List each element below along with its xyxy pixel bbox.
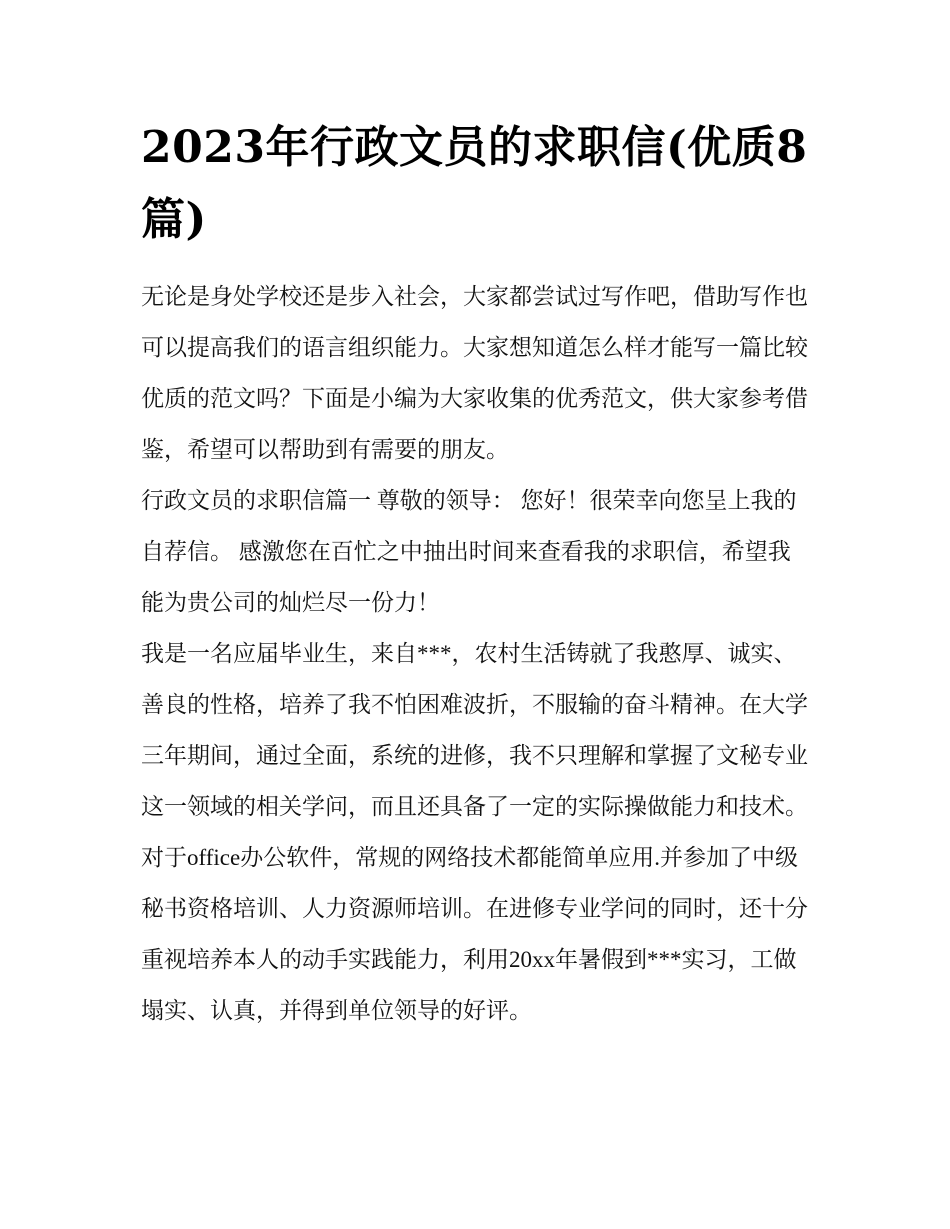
letter-opening-paragraph: 行政文员的求职信篇一 尊敬的领导： 您好！很荣幸向您呈上我的自荐信。 感激您在百忙之中抽出时间来查看我的求职信，希望我能为贵公司的灿烂尽一份力！ (141, 488, 797, 615)
document-body (141, 112, 813, 1036)
intro-paragraph: 无论是身处学校还是步入社会，大家都尝试过写作吧，借助写作也可以提高我们的语言组织能力。大家想知道怎么样才能写一篇比较优质的范文吗？下面是小编为大家收集的优秀范文，供大家参考借鉴，希望可以帮助到有需要的朋友。 (141, 284, 808, 462)
self-introduction-paragraph: 我是一名应届毕业生，来自***，农村生活铸就了我憨厚、诚实、善良的性格，培养了我不怕困难波折，不服输的奋斗精神。在大学三年期间，通过全面，系统的进修，我不只理解和掌握了文秘专业这一领域的相关学问，而且还具备了一定的实际操做能力和技术。对于office办公软件，常规的网络技术都能简单应用.并参加了中级秘书资格培训、人力资源师培训。在进修专业学问的同时，还十分重视培养本人的动手实践能力，利用20xx年暑假到***实习，工做塌实、认真，并得到单位领导的好评。 (141, 641, 808, 1023)
document-title: 2023年行政文员的求职信(优质8篇) (141, 122, 808, 245)
